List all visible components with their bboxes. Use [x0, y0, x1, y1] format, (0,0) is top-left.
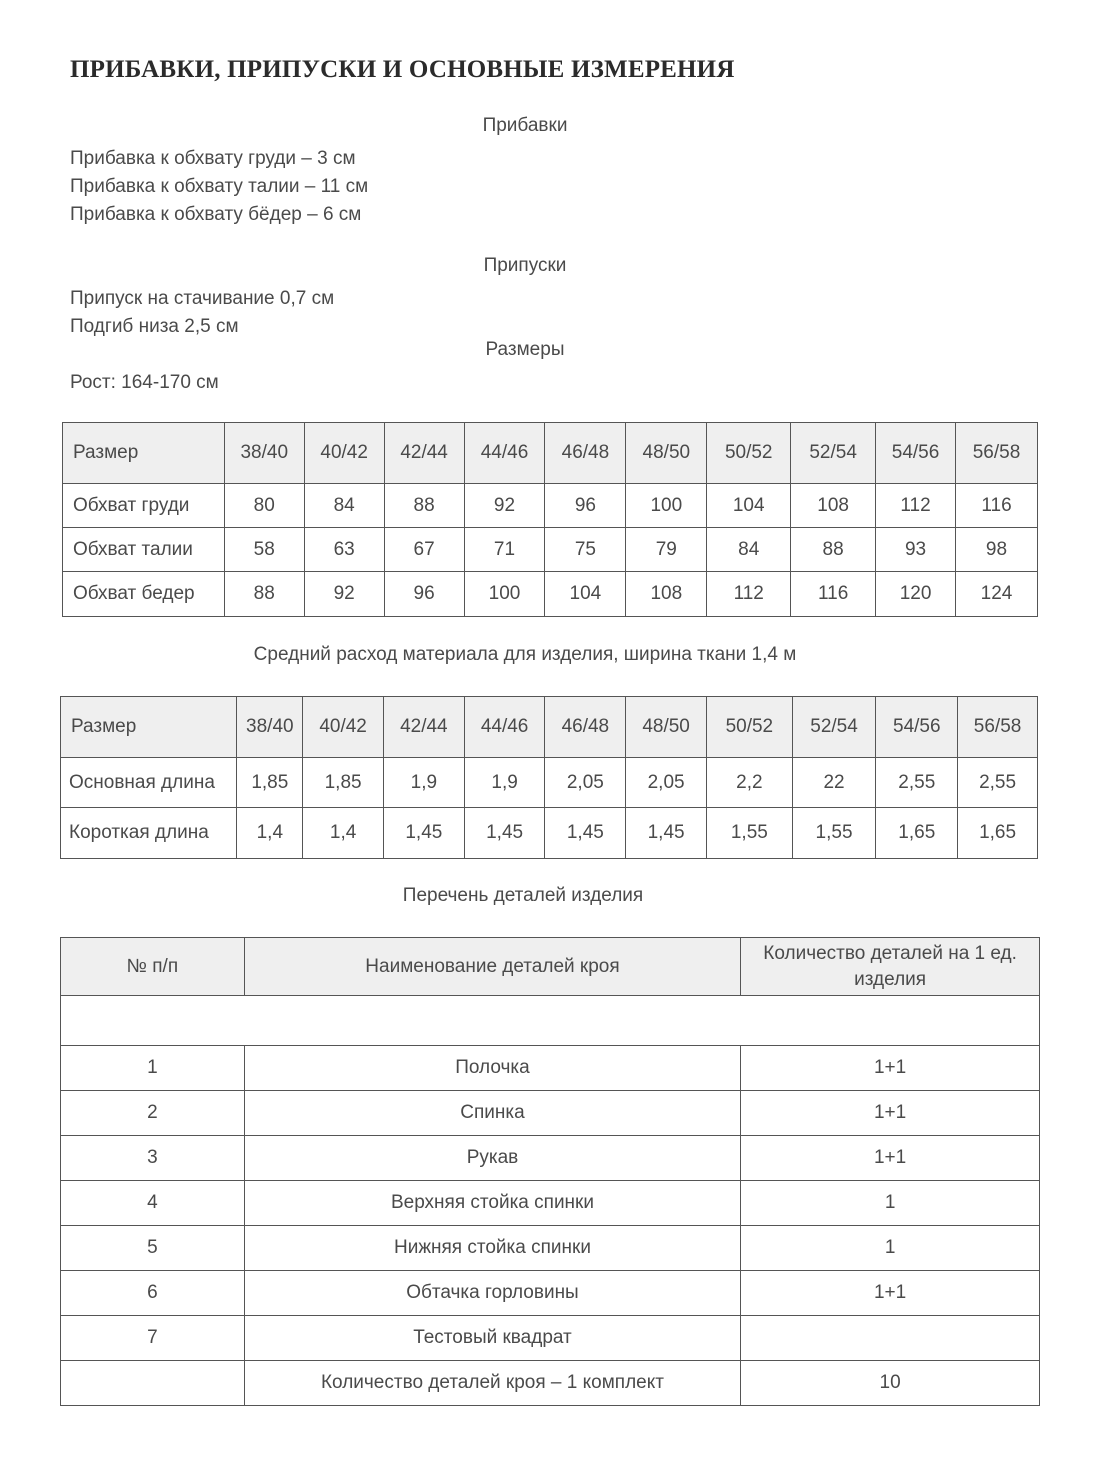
table-cell: 58	[224, 528, 304, 572]
table-cell: 108	[791, 484, 876, 528]
table-cell: 2,55	[876, 758, 958, 808]
table-row	[61, 758, 1038, 808]
table-cell: 93	[876, 528, 956, 572]
size-col: 56/58	[958, 697, 1038, 758]
table-cell: 88	[384, 484, 464, 528]
size-col: 38/40	[224, 423, 304, 484]
table-row	[61, 1136, 1040, 1181]
size-col: 52/54	[791, 423, 876, 484]
table-cell: 116	[791, 572, 876, 617]
row-number: 5	[61, 1226, 245, 1271]
size-col: 46/48	[545, 423, 626, 484]
part-name: Тестовый квадрат	[244, 1316, 740, 1361]
row-label: Обхват бедер	[63, 572, 225, 617]
table-cell: 1,45	[626, 808, 707, 859]
part-quantity: 1+1	[741, 1046, 1040, 1091]
table-cell: 120	[876, 572, 956, 617]
table-cell: 75	[545, 528, 626, 572]
table-cell: 1,9	[383, 758, 464, 808]
table-cell: 1,85	[303, 758, 384, 808]
table-cell: 124	[956, 572, 1038, 617]
sizes-table-header	[63, 423, 1038, 484]
table-cell: 79	[626, 528, 707, 572]
size-col: 38/40	[237, 697, 303, 758]
page-title: ПРИБАВКИ, ПРИПУСКИ И ОСНОВНЫЕ ИЗМЕРЕНИЯ	[70, 56, 735, 83]
table-cell: 112	[876, 484, 956, 528]
table-cell: 100	[626, 484, 707, 528]
table-cell: 2,05	[626, 758, 707, 808]
table-cell: 2,2	[706, 758, 792, 808]
size-header-label: Размер	[61, 697, 237, 758]
column-header-quantity: Количество деталей на 1 ед. изделия	[741, 938, 1040, 996]
table-cell: 104	[545, 572, 626, 617]
size-col: 54/56	[876, 423, 956, 484]
table-cell: 2,05	[545, 758, 626, 808]
row-number: 3	[61, 1136, 245, 1181]
size-header-label: Размер	[63, 423, 225, 484]
table-cell: 88	[224, 572, 304, 617]
details-table	[60, 937, 1040, 1406]
table-row	[61, 1316, 1040, 1361]
size-col: 52/54	[792, 697, 876, 758]
size-col: 56/58	[956, 423, 1038, 484]
table-row	[63, 528, 1038, 572]
size-col: 46/48	[545, 697, 626, 758]
sizes-table	[62, 422, 1038, 617]
row-number: 1	[61, 1046, 245, 1091]
size-col: 44/46	[464, 423, 545, 484]
allowance-waist: Прибавка к обхвату талии – 11 см	[70, 176, 369, 197]
table-cell: 112	[707, 572, 791, 617]
row-number: 2	[61, 1091, 245, 1136]
part-quantity: 1+1	[741, 1091, 1040, 1136]
consumption-table	[60, 696, 1038, 859]
table-cell: 96	[545, 484, 626, 528]
table-row	[61, 1226, 1040, 1271]
table-cell: 1,4	[237, 808, 303, 859]
table-cell: 84	[707, 528, 791, 572]
sizes-heading: Размеры	[485, 339, 565, 360]
table-cell: 100	[464, 572, 545, 617]
row-label: Обхват талии	[63, 528, 225, 572]
size-col: 42/44	[383, 697, 464, 758]
row-label: Основная длина	[61, 758, 237, 808]
seam-allowances-heading: Припуски	[483, 255, 567, 276]
table-cell: 71	[464, 528, 545, 572]
table-row	[61, 1181, 1040, 1226]
allowance-chest: Прибавка к обхвату груди – 3 см	[70, 148, 356, 169]
table-cell: 22	[792, 758, 876, 808]
part-name: Обтачка горловины	[244, 1271, 740, 1316]
table-cell: 63	[304, 528, 384, 572]
part-name: Полочка	[244, 1046, 740, 1091]
table-cell: 1,65	[958, 808, 1038, 859]
table-row	[63, 572, 1038, 617]
part-quantity: 1	[741, 1226, 1040, 1271]
table-cell: 1,45	[383, 808, 464, 859]
consumption-table-header	[61, 697, 1038, 758]
table-cell: 116	[956, 484, 1038, 528]
part-quantity: 1+1	[741, 1136, 1040, 1181]
size-col: 50/52	[706, 697, 792, 758]
table-cell: 104	[707, 484, 791, 528]
table-row	[61, 808, 1038, 859]
table-cell: 1,45	[464, 808, 545, 859]
table-cell: 67	[384, 528, 464, 572]
table-cell: 1,45	[545, 808, 626, 859]
part-name: Рукав	[244, 1136, 740, 1181]
part-name: Нижняя стойка спинки	[244, 1226, 740, 1271]
total-quantity: 10	[741, 1361, 1040, 1406]
table-row	[61, 1271, 1040, 1316]
part-name: Спинка	[244, 1091, 740, 1136]
table-cell: 1,55	[706, 808, 792, 859]
row-label: Обхват груди	[63, 484, 225, 528]
size-col: 42/44	[384, 423, 464, 484]
height-note: Рост: 164-170 см	[70, 372, 219, 393]
empty-row	[61, 996, 1040, 1046]
size-col: 44/46	[464, 697, 545, 758]
details-table-header	[61, 938, 1040, 996]
size-col: 48/50	[626, 697, 707, 758]
table-row	[61, 1091, 1040, 1136]
table-cell: 84	[304, 484, 384, 528]
total-row	[61, 1361, 1040, 1406]
table-row	[63, 484, 1038, 528]
row-number: 7	[61, 1316, 245, 1361]
allowance-hips: Прибавка к обхвату бёдер – 6 см	[70, 204, 362, 225]
size-col: 40/42	[303, 697, 384, 758]
table-cell: 1,4	[303, 808, 384, 859]
size-col: 40/42	[304, 423, 384, 484]
details-heading: Перечень деталей изделия	[402, 885, 644, 906]
part-quantity: 1	[741, 1181, 1040, 1226]
column-header-number: № п/п	[61, 938, 245, 996]
total-label: Количество деталей кроя – 1 комплект	[244, 1361, 740, 1406]
size-col: 50/52	[707, 423, 791, 484]
table-cell: 1,55	[792, 808, 876, 859]
table-cell: 80	[224, 484, 304, 528]
table-cell: 1,65	[876, 808, 958, 859]
table-cell: 88	[791, 528, 876, 572]
seam-allowance-stitching: Припуск на стачивание 0,7 см	[70, 288, 335, 309]
table-cell: 108	[626, 572, 707, 617]
table-cell: 1,85	[237, 758, 303, 808]
part-name: Верхняя стойка спинки	[244, 1181, 740, 1226]
part-quantity	[741, 1316, 1040, 1361]
table-cell: 2,55	[958, 758, 1038, 808]
table-cell: 92	[464, 484, 545, 528]
table-cell: 92	[304, 572, 384, 617]
row-number: 6	[61, 1271, 245, 1316]
allowances-heading: Прибавки	[482, 115, 568, 136]
table-cell: 1,9	[464, 758, 545, 808]
part-quantity: 1+1	[741, 1271, 1040, 1316]
consumption-heading: Средний расход материала для изделия, ширина ткани 1,4 м	[253, 644, 797, 665]
size-col: 48/50	[626, 423, 707, 484]
table-cell: 96	[384, 572, 464, 617]
seam-allowance-hem: Подгиб низа 2,5 см	[70, 316, 239, 337]
size-col: 54/56	[876, 697, 958, 758]
table-row	[61, 1046, 1040, 1091]
row-label: Короткая длина	[61, 808, 237, 859]
table-cell: 98	[956, 528, 1038, 572]
column-header-name: Наименование деталей кроя	[244, 938, 740, 996]
row-number: 4	[61, 1181, 245, 1226]
